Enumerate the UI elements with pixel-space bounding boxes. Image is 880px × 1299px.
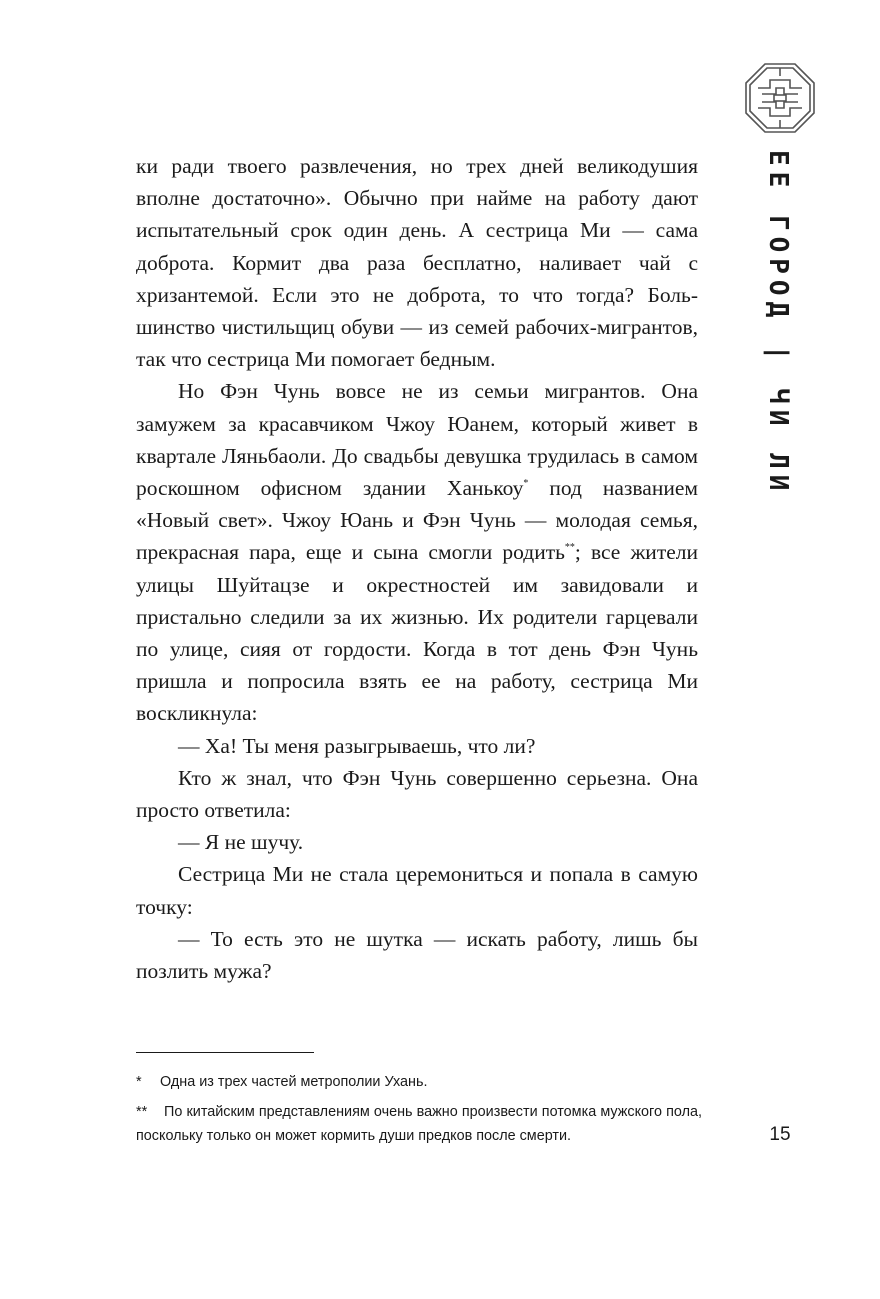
footnote-2-text: По китайским представлениям очень важно произвести потомка мужского пола, поскольку только он может кормить души предков после смерти. — [136, 1104, 702, 1144]
footnote-marker-2: ** — [564, 542, 575, 554]
paragraph-4: Сестрица Ми не стала церемониться и попала в самую точку: — [136, 862, 698, 919]
dialogue-line-2: — Я не шучу. — [178, 830, 304, 855]
running-head-text: ЕЕ ГОРОД | ЧИ ЛИ — [763, 150, 793, 497]
running-head — [758, 150, 798, 497]
paragraph-2-part-2: под названием «Новый свет». Чжоу Юань и Фэн Чунь — молодая семья, прекрасная пара, еще и сына смогли родить — [136, 476, 698, 565]
dialogue-line-3: — То есть это не шутка — искать работу, лишь бы позлить мужа? — [136, 926, 698, 984]
footnote-divider — [136, 1052, 314, 1053]
paragraph-1: ки ради твоего развлечения, но трех дней великодушия вполне достаточно». Обычно при найме на работу дают испытательный срок один день. А сестрица Ми — сама доброта. Кормит два раза бесплатно, наливает чай с хризантемой. Если это не доброта, то что тогда? Большинство чистильщиц обуви — из семей рабочих-мигрантов, так что сестрица Ми помогает бедным. — [136, 154, 698, 372]
paragraph-3: Кто ж знал, что Фэн Чунь совершенно серьезна. Она просто ответила: — [136, 765, 698, 823]
footnote-2 — [136, 1100, 702, 1148]
dialogue-line-1: — Ха! Ты меня разыгрываешь, что ли? — [178, 733, 536, 758]
main-text — [136, 150, 698, 987]
page-number: 15 — [769, 1124, 791, 1145]
paragraph-2 — [136, 375, 698, 729]
footnote-2-mark: ** — [136, 1104, 148, 1120]
footnote-1 — [136, 1070, 702, 1094]
chinese-ornament-icon — [744, 62, 816, 134]
footnote-marker-1: * — [523, 478, 529, 490]
footnote-1-text: Одна из трех частей метрополии Ухань. — [160, 1074, 428, 1090]
footnote-1-mark: * — [136, 1074, 142, 1090]
paragraph-2-part-3: ; все жители улицы Шуйтацзе и окрестностей им завидовали и пристально следили за их жизнью. Их родители гарцевали по улице, сияя от гордости. Когда в тот день Фэн Чунь пришла и попросила взять ее на работу, сестрица Ми воскликнула: — [136, 540, 698, 726]
paragraph-2-part-1: Но Фэн Чунь вовсе не из семьи мигрантов. Она замужем за красавчиком Чжоу Юанем, который живет в квартале Ляньбаоли. До свадьбы девушка трудилась в самом роскошном офисном здании Ханькоу — [136, 379, 698, 501]
